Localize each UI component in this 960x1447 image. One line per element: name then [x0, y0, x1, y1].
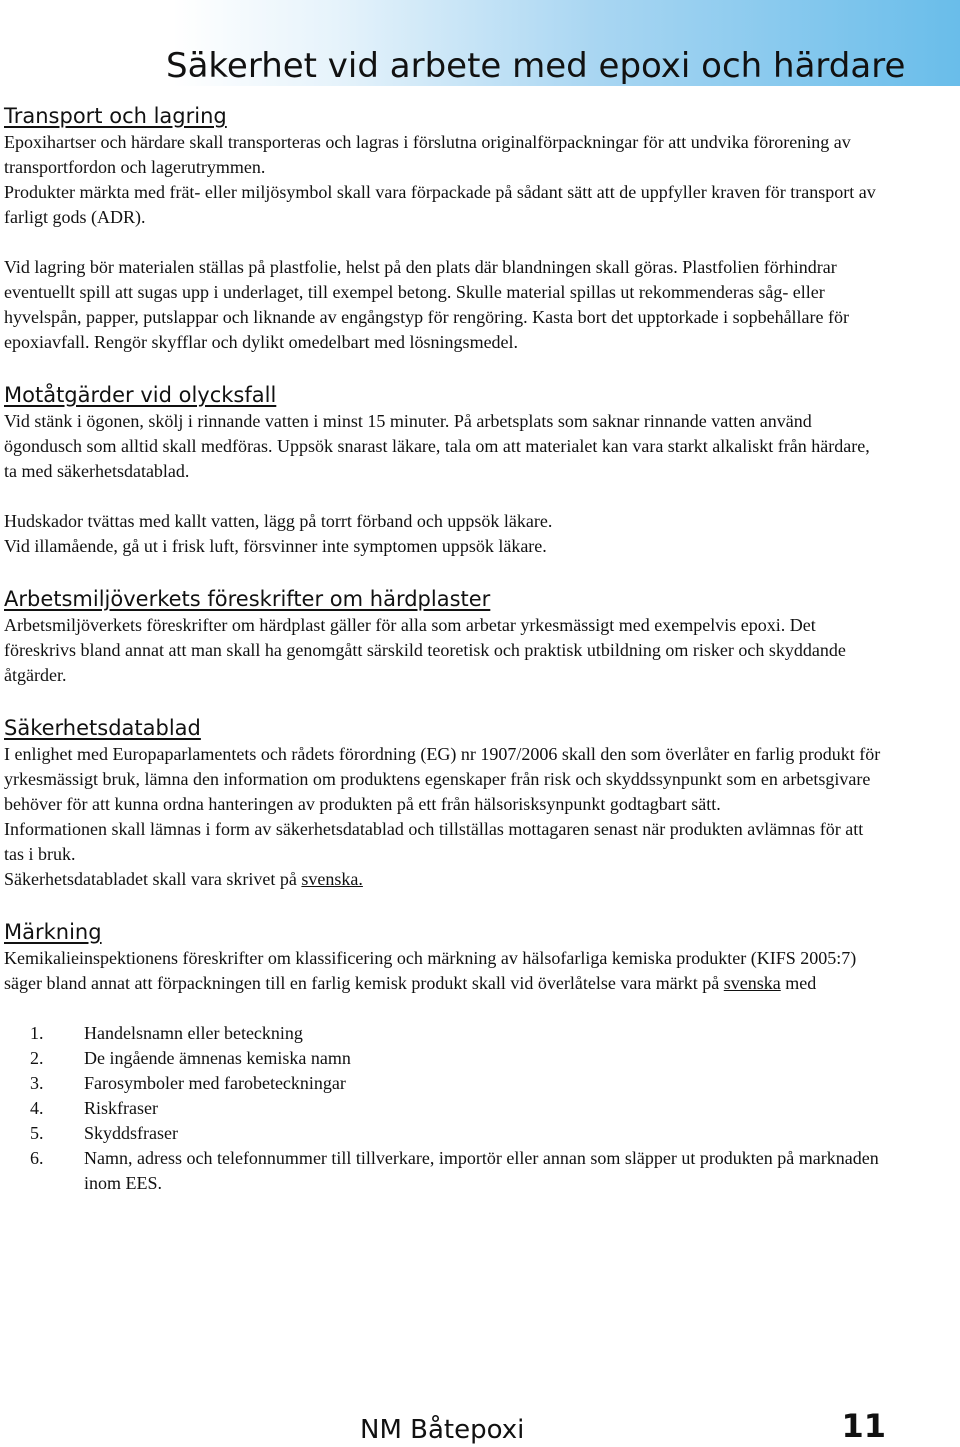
list-number: 3.: [30, 1073, 44, 1093]
paragraph: Informationen skall lämnas i form av säkerhetsdatablad och tillställas mottagaren senast när produkten avlämnas för att tas i bruk.: [4, 819, 864, 864]
language-link: svenska.: [301, 869, 363, 889]
text: med: [780, 973, 817, 993]
underlined-word: svenska: [723, 973, 781, 993]
text: Kemikalieinspektionens föreskrifter om klassificering och märkning av hälsofarliga kemiska produkter (KIFS 2005:7) säger bland annat att förpackningen till en farlig kemisk produkt skall vid överlåtelse vara märkt på: [4, 948, 857, 993]
paragraph: I enlighet med Europaparlamentets och rådets förordning (EG) nr 1907/2006 skall den som överlåter en farlig produkt för yrkesmässigt bruk, lämna den information om produktens egenskaper från risk och skyddssynpunkt som en arbetsgivare behöver för att kunna ordna hanteringen av produkten på ett från hälsorisksynpunkt godtagbart sätt.: [4, 744, 881, 814]
section-heading-labeling: Märkning: [4, 920, 102, 944]
paragraph: Vid stänk i ögonen, skölj i rinnande vatten i minst 15 minuter. På arbetsplats som saknar rinnande vatten använd ögondusch som alltid skall medföras. Uppsök snarast läkare, tala om att materialet kan vara starkt alkaliskt från härdare, ta med säkerhetsdatablad.: [4, 411, 870, 481]
list-item: [4, 1071, 884, 1096]
list-text: Namn, adress och telefonnummer till tillverkare, importör eller annan som släpper ut produkten på marknaden inom EES.: [84, 1148, 879, 1193]
section-heading-safety-data-sheet: Säkerhetsdatablad: [4, 716, 201, 740]
section-accidents: [4, 381, 884, 559]
list-number: 1.: [30, 1023, 44, 1043]
paragraph: [4, 946, 884, 996]
list-item: [4, 1146, 884, 1196]
paragraph: Vid lagring bör materialen ställas på plastfolie, helst på den plats där blandningen skall göras. Plastfolien förhindrar eventuellt spill att sugas upp i underlaget, till exempel betong. Skulle material spillas ut rekommenderas såg- eller hyvelspån, papper, putslappar och liknande av engångstyp för rengöring. Kasta bort det upptorkade i sopbehållare för epoxiavfall. Rengör skyfflar och dylikt omedelbart med lösningsmedel.: [4, 257, 850, 352]
paragraph: Produkter märkta med frät- eller miljösymbol skall vara förpackade på sådant sätt att de uppfyller kraven för transport av farligt gods (ADR).: [4, 182, 876, 227]
section-heading-regulations: Arbetsmiljöverkets föreskrifter om härdplaster: [4, 587, 491, 611]
section-transport: [4, 102, 884, 355]
page-number: 11: [841, 1407, 886, 1445]
paragraph: [4, 867, 884, 892]
list-number: 4.: [30, 1098, 44, 1118]
paragraph: Hudskador tvättas med kallt vatten, lägg på torrt förband och uppsök läkare.: [4, 511, 553, 531]
footer-brand: NM Båtepoxi: [360, 1415, 525, 1445]
document-body: [4, 102, 884, 1196]
list-text: Handelsnamn eller beteckning: [84, 1023, 303, 1043]
list-text: De ingående ämnenas kemiska namn: [84, 1048, 351, 1068]
page-title: Säkerhet vid arbete med epoxi och härdare: [166, 46, 906, 86]
list-number: 6.: [30, 1148, 44, 1168]
section-heading-transport: Transport och lagring: [4, 104, 227, 128]
text: Säkerhetsdatabladet skall vara skrivet på: [4, 869, 302, 889]
list-item: [4, 1046, 884, 1071]
section-safety-data-sheet: [4, 714, 884, 892]
list-item: [4, 1096, 884, 1121]
list-item: [4, 1021, 884, 1046]
paragraph: Epoxihartser och härdare skall transporteras och lagras i förslutna originalförpackningar för att undvika förorening av transportfordon och lagerutrymmen.: [4, 132, 851, 177]
paragraph: Arbetsmiljöverkets föreskrifter om härdplast gäller för alla som arbetar yrkesmässigt med exempelvis epoxi. Det föreskrivs bland annat att man skall ha genomgått särskild teoretisk och praktisk utbildning om risker och skyddande åtgärder.: [4, 615, 846, 685]
labeling-requirements-list: [4, 1021, 884, 1196]
list-text: Riskfraser: [84, 1098, 158, 1118]
list-item: [4, 1121, 884, 1146]
section-heading-accidents: Motåtgärder vid olycksfall: [4, 383, 277, 407]
section-labeling: [4, 918, 884, 1196]
list-text: Farosymboler med farobeteckningar: [84, 1073, 346, 1093]
paragraph: Vid illamående, gå ut i frisk luft, försvinner inte symptomen uppsök läkare.: [4, 536, 547, 556]
list-number: 2.: [30, 1048, 44, 1068]
section-regulations: [4, 585, 884, 688]
list-number: 5.: [30, 1123, 44, 1143]
list-text: Skyddsfraser: [84, 1123, 178, 1143]
